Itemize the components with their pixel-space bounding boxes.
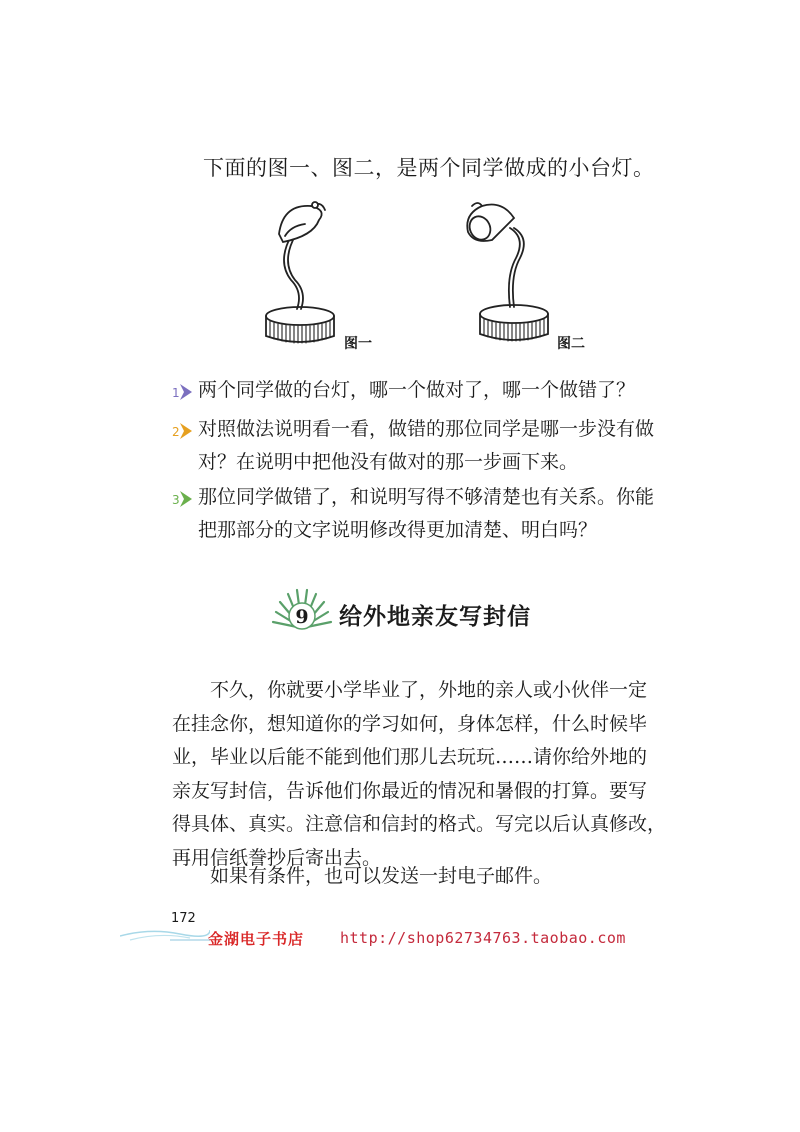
lamp-image-two bbox=[452, 196, 572, 356]
body-line: 业，毕业以后能不能到他们那儿去玩玩……请你给外地的 bbox=[172, 746, 648, 768]
lesson-badge-icon bbox=[270, 588, 334, 636]
svg-text:1: 1 bbox=[172, 386, 180, 400]
body-paragraph-2 bbox=[172, 860, 552, 894]
body-line: 再用信纸誊抄后寄出去。 bbox=[172, 846, 382, 869]
question-2 bbox=[172, 413, 655, 479]
body-line: 得具体、真实。注意信和信封的格式。写完以后认真修改， bbox=[172, 813, 667, 835]
question-marker-icon bbox=[172, 382, 196, 402]
question-1 bbox=[172, 374, 652, 407]
question-3-line-1: 那位同学做错了，和说明写得不够清楚也有关系。你能 bbox=[198, 486, 655, 508]
question-3-line-2: 把那部分的文字说明修改得更加清楚、明白吗？ bbox=[198, 519, 598, 541]
body-line: 不久，你就要小学毕业了，外地的亲人或小伙伴一定 bbox=[172, 679, 648, 701]
intro-text: 下面的图一、图二，是两个同学做成的小台灯。 bbox=[203, 156, 655, 180]
figure-one-caption: 图一 bbox=[344, 336, 372, 352]
question-1-line-1: 两个同学做的台灯，哪一个做对了，哪一个做错了？ bbox=[198, 379, 636, 401]
svg-text:3: 3 bbox=[172, 493, 180, 507]
footer-wave-icon bbox=[120, 918, 210, 948]
lesson-title: 给外地亲友写封信 bbox=[339, 603, 531, 630]
question-2-line-2: 对？在说明中把他没有做对的那一步画下来。 bbox=[198, 451, 579, 473]
svg-text:2: 2 bbox=[172, 425, 180, 439]
body-line: 亲友写封信，告诉他们你最近的情况和暑假的打算。要写 bbox=[172, 779, 648, 802]
lesson-badge bbox=[270, 588, 334, 640]
body-line: 在挂念你，想知道你的学习如何，身体怎样，什么时候毕 bbox=[172, 712, 648, 735]
store-url: http://shop62734763.taobao.com bbox=[340, 929, 626, 947]
body-line: 如果有条件，也可以发送一封电子邮件。 bbox=[172, 865, 553, 887]
question-marker-icon bbox=[172, 421, 196, 441]
question-2-line-1: 对照做法说明看一看，做错的那位同学是哪一步没有做 bbox=[198, 418, 655, 440]
figure-two-caption: 图二 bbox=[557, 336, 585, 352]
footer-decoration bbox=[120, 918, 210, 952]
question-3 bbox=[172, 481, 655, 547]
question-marker-icon bbox=[172, 489, 196, 509]
svg-text:9: 9 bbox=[295, 606, 309, 628]
store-name: 金湖电子书店 bbox=[208, 930, 305, 948]
lamp-image-one bbox=[255, 196, 375, 356]
figure-two bbox=[452, 196, 572, 360]
body-paragraph-1 bbox=[172, 674, 666, 875]
page-number: 172 bbox=[171, 911, 196, 926]
